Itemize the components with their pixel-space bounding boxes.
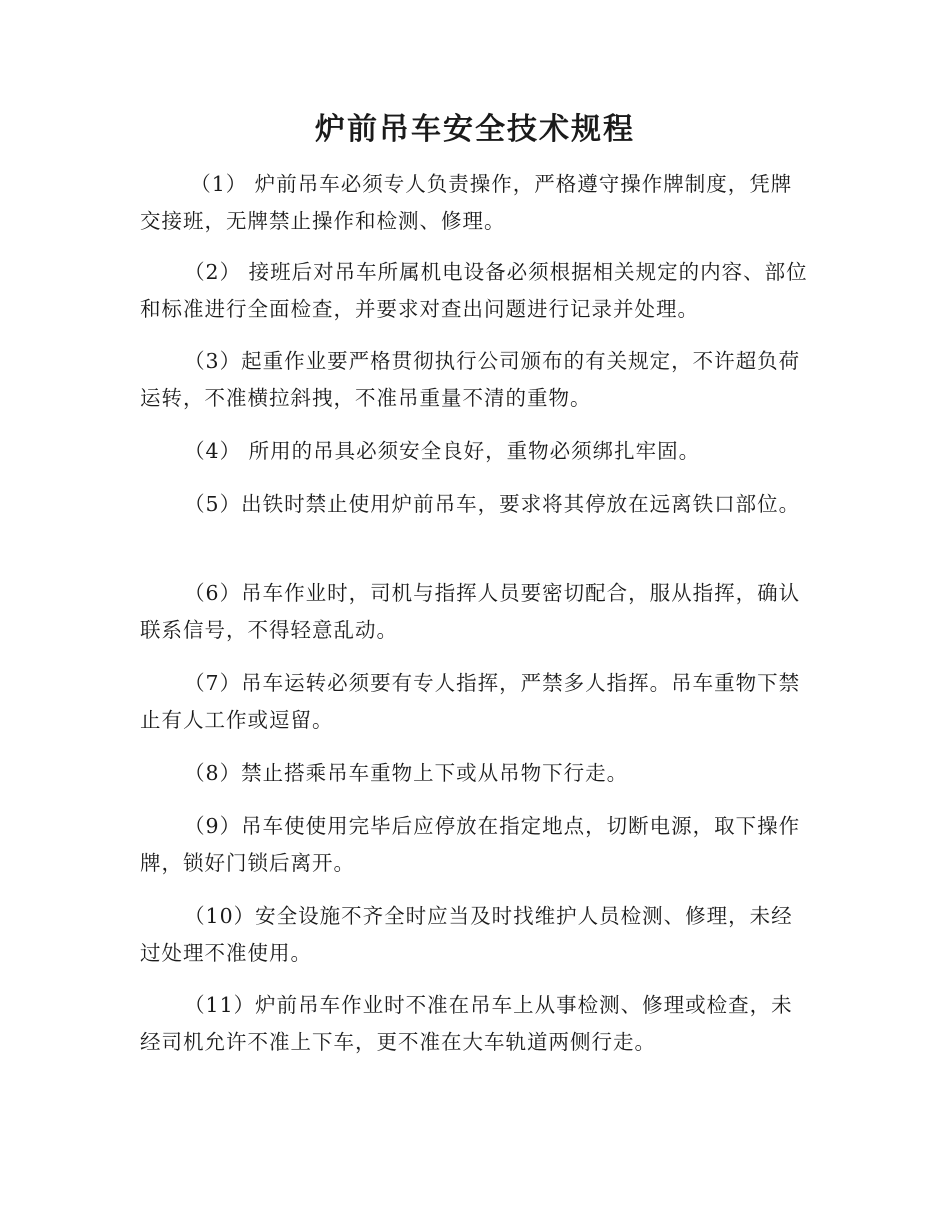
paragraph-10: （10）安全设施不齐全时应当及时找维护人员检测、修理，未经过处理不准使用。 xyxy=(140,904,793,965)
paragraph-3: （3）起重作业要严格贯彻执行公司颁布的有关规定，不许超负荷运转，不准横拉斜拽，不准吊重量不清的重物。 xyxy=(140,349,801,410)
paragraph-8: （8）禁止搭乘吊车重物上下或从吊物下行走。 xyxy=(184,761,629,785)
paragraph-1: （1） 炉前吊车必须专人负责操作，严格遵守操作牌制度，凭牌交接班，无牌禁止操作和检测、修理。 xyxy=(140,172,793,233)
paragraph-7: （7）吊车运转必须要有专人指挥，严禁多人指挥。吊车重物下禁止有人工作或逗留。 xyxy=(140,671,801,732)
paragraph-5: （5）出铁时禁止使用炉前吊车，要求将其停放在远离铁口部位。 xyxy=(184,492,801,516)
paragraph-11: （11）炉前吊车作业时不准在吊车上从事检测、修理或检查，未经司机允许不准上下车，更不准在大车轨道两侧行走。 xyxy=(140,993,793,1054)
paragraph-4: （4） 所用的吊具必须安全良好，重物必须绑扎牢固。 xyxy=(184,439,701,463)
paragraph-2: （2） 接班后对吊车所属机电设备必须根据相关规定的内容、部位和标准进行全面检查，并要求对查出问题进行记录并处理。 xyxy=(140,260,808,321)
paragraph-9: （9）吊车使使用完毕后应停放在指定地点，切断电源，取下操作牌，锁好门锁后离开。 xyxy=(140,814,801,875)
paragraph-6: （6）吊车作业时，司机与指挥人员要密切配合，服从指挥，确认联系信号，不得轻意乱动。 xyxy=(140,581,801,642)
page-title: 炉前吊车安全技术规程 xyxy=(315,112,635,147)
